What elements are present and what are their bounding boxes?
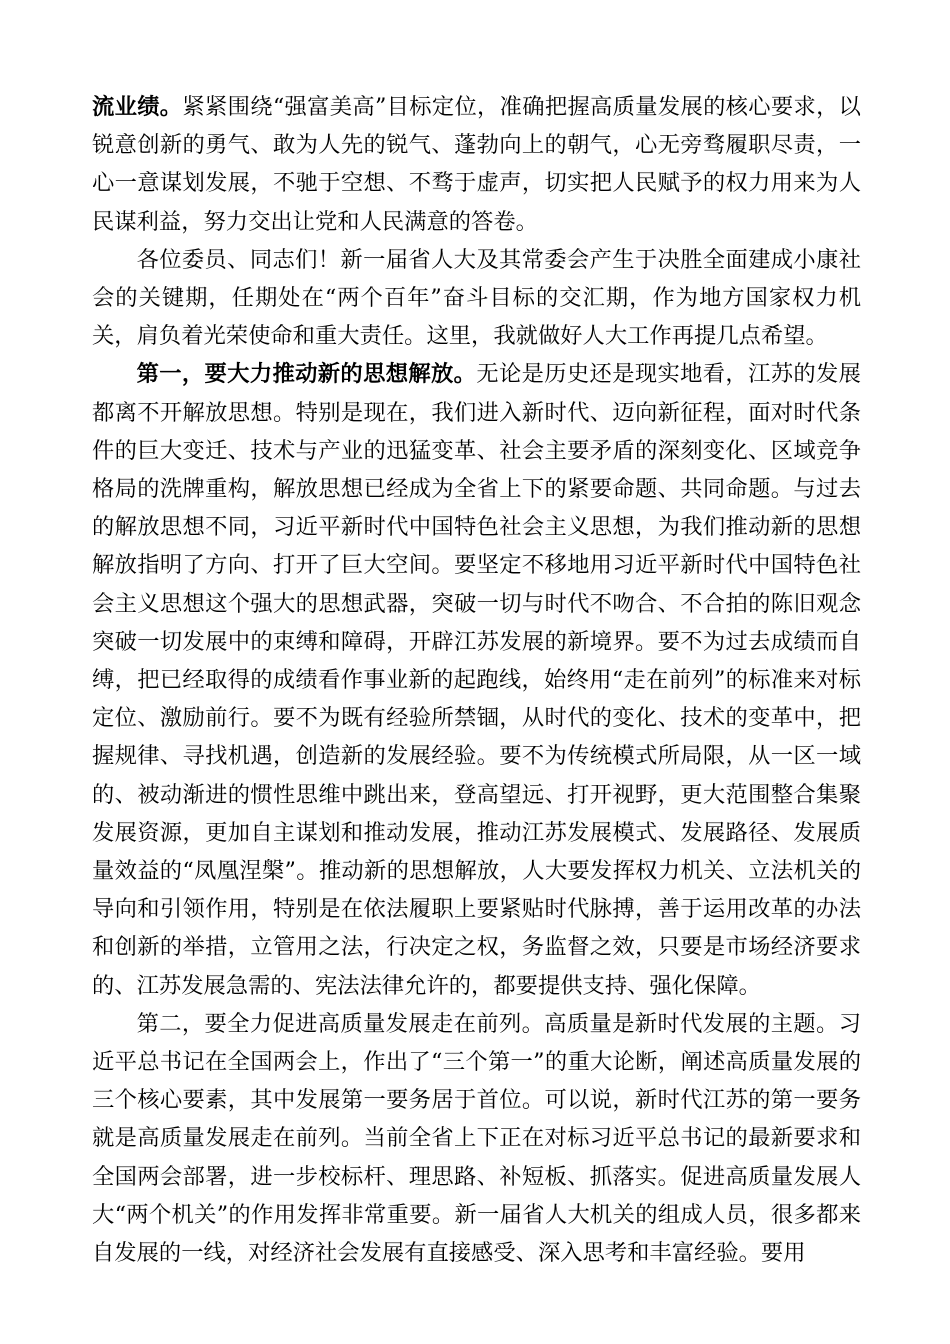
paragraph-3-text: 无论是历史还是现实地看，江苏的发展都离不开解放思想。特别是现在，我们进入新时代、迈向新征程，面对时代条件的巨大变迁、技术与产业的迅猛变革、社会主要矛盾的深刻变化、区域竞争格局的洗牌重构，解放思想已经成为全省上下的紧要命题、共同命题。与过去的解放思想不同，习近平新时代中国特色社会主义思想，为我们推动新的思想解放指明了方向、打开了巨大空间。要坚定不移地用习近平新时代中国特色社会主义思想这个强大的思想武器，突破一切与时代不吻合、不合拍的陈旧观念突破一切发展中的束缚和障碍，开辟江苏发展的新境界。要不为过去成绩而自缚，把已经取得的成绩看作事业新的起跑线，始终用“走在前列”的标准来对标定位、激励前行。要不为既有经验所禁锢，从时代的变化、技术的变革中，把握规律、寻找机遇，创造新的发展经验。要不为传统模式所局限，从一区一域的、被动渐进的惯性思维中跳出来，登高望远、打开视野，更大范围整合集聚发展资源，更加自主谋划和推动发展，推动江苏发展模式、发展路径、发展质量效益的“凤凰涅槃”。推动新的思想解放，人大要发挥权力机关、立法机关的导向和引领作用，特别是在依法履职上要紧贴时代脉搏，善于运用改革的办法和创新的举措，立管用之法，行决定之权，务监督之效，只要是市场经济要求的、江苏发展急需的、宪法法律允许的，都要提供支持、强化保障。 — [92, 361, 861, 999]
paragraph-2-text: 各位委员、同志们！新一届省人大及其常委会产生于决胜全面建成小康社会的关键期，任期处在“两个百年”奋斗目标的交汇期，作为地方国家权力机关，肩负着光荣使命和重大责任。这里，我就做好人大工作再提几点希望。 — [92, 246, 861, 350]
body-text — [92, 88, 861, 1272]
paragraph-1-bold-lead: 流业绩。 — [92, 94, 183, 120]
paragraph-3-bold-lead: 第一，要大力推动新的思想解放。 — [136, 361, 477, 388]
paragraph-4 — [92, 1005, 861, 1272]
paragraph-1 — [92, 88, 861, 241]
paragraph-4-text: 第二，要全力促进高质量发展走在前列。高质量是新时代发展的主题。习近平总书记在全国两会上，作出了“三个第一”的重大论断，阐述高质量发展的三个核心要素，其中发展第一要务居于首位。可以说，新时代江苏的第一要务就是高质量发展走在前列。当前全省上下正在对标习近平总书记的最新要求和全国两会部署，进一步校标杆、理思路、补短板、抓落实。促进高质量发展人大“两个机关”的作用发挥非常重要。新一届省人大机关的组成人员，很多都来自发展的一线，对经济社会发展有直接感受、深入思考和丰富经验。要用 — [92, 1010, 861, 1267]
paragraph-3 — [92, 355, 861, 1004]
paragraph-2 — [92, 241, 861, 356]
paragraph-1-text: 紧紧围绕“强富美高”目标定位，准确把握高质量发展的核心要求，以锐意创新的勇气、敢为人先的锐气、蓬勃向上的朝气，心无旁骛履职尽责，一心一意谋划发展，不驰于空想、不骛于虚声，切实把人民赋予的权力用来为人民谋利益，努力交出让党和人民满意的答卷。 — [92, 94, 861, 235]
